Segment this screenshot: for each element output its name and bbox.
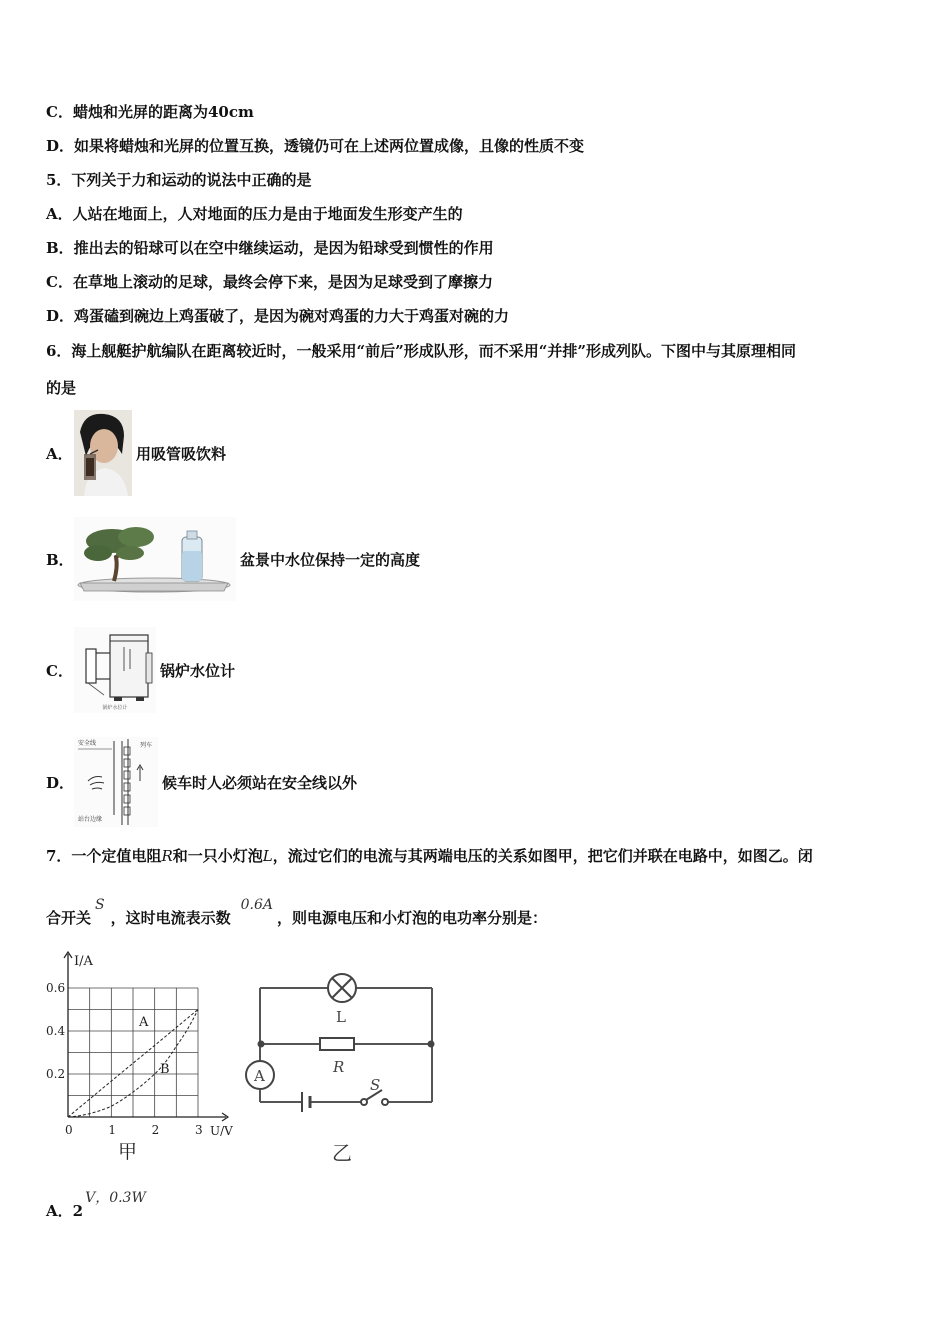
battery-symbol — [302, 1092, 310, 1112]
q5-stem: 5．下列关于力和运动的说法中正确的是 — [46, 171, 312, 189]
train-platform-safety-line-image — [74, 737, 158, 827]
q5-option-c: C．在草地上滚动的足球，最终会停下来，是因为足球受到了摩擦力 — [46, 273, 493, 291]
q6-option-c-text: 锅炉水位计 — [160, 661, 236, 680]
switch-label: S — [370, 1076, 381, 1094]
curve-b-label: B — [160, 1062, 170, 1077]
boiler-water-gauge-image — [74, 627, 156, 713]
curve-a-label: A — [139, 1015, 149, 1030]
q7-stem-part2: 和一只小灯泡 — [172, 847, 263, 865]
q7-stem-part1: 7．一个定值电阻 — [46, 847, 162, 865]
q6-stem-line2: 的是 — [46, 379, 77, 397]
x-axis-label: U/V — [210, 1124, 233, 1138]
q5-option-a: A．人站在地面上，人对地面的压力是由于地面发生形变产生的 — [46, 205, 463, 223]
ammeter-label: A — [254, 1067, 265, 1085]
y-axis-label: I/A — [74, 954, 93, 969]
lamp-symbol — [328, 974, 356, 1002]
q6-option-a-text: 用吸管吸饮料 — [136, 444, 227, 463]
junction-right — [428, 1041, 435, 1048]
q5-option-b: B．推出去的铅球可以在空中继续运动，是因为铅球受到惯性的作用 — [46, 239, 494, 257]
q7-stem2-part1: 合开关 — [46, 909, 92, 927]
q4-option-c: C．蜡烛和光屏的距离为40cm — [46, 103, 254, 121]
q7-option-a — [46, 1190, 146, 1222]
x-tick-label: 3 — [195, 1123, 203, 1137]
q7-stem2-part3: ，则电源电压和小灯泡的电功率分别是： — [277, 909, 548, 927]
train-label: 列车 — [140, 742, 153, 749]
x-tick-label: 0 — [65, 1123, 73, 1137]
q7-stem2-part2: ，这时电流表示数 — [110, 909, 231, 927]
q6-option-d — [46, 737, 357, 827]
q7-option-a-letter: A．2 — [46, 1202, 84, 1220]
platform-edge-label: 站台边缘 — [78, 816, 103, 823]
circuit-caption: 乙 — [332, 1141, 352, 1165]
q7-stem-line2 — [46, 897, 548, 929]
q6-option-d-text: 候车时人必须站在安全线以外 — [162, 773, 358, 792]
y-tick-label: 0.6 — [46, 981, 66, 995]
x-tick-label: 1 — [108, 1123, 116, 1137]
graph-grid — [68, 988, 198, 1117]
x-tick-label: 2 — [151, 1123, 160, 1137]
q6-option-d-letter: D． — [46, 773, 75, 792]
q6-stem-line1: 6．海上舰艇护航编队在距离较近时，一般采用“前后”形成队形，而不采用“并排”形成列队。下图中与其原理相同 — [46, 342, 796, 360]
q6-option-c-letter: C． — [46, 661, 73, 680]
resistor-symbol — [320, 1038, 354, 1050]
junction-left — [258, 1041, 265, 1048]
q6-option-b — [46, 517, 420, 601]
circuit-diagram — [240, 968, 440, 1168]
q7-var-l: L — [262, 847, 273, 865]
q6-option-b-letter: B． — [46, 550, 74, 569]
y-tick-label: 0.2 — [46, 1067, 66, 1081]
resistor-label: R — [333, 1058, 345, 1076]
q5-option-d: D．鸡蛋磕到碗边上鸡蛋破了，是因为碗对鸡蛋的力大于鸡蛋对碗的力 — [46, 307, 510, 325]
q6-option-a-letter: A． — [46, 444, 73, 463]
q6-option-b-text: 盆景中水位保持一定的高度 — [240, 550, 421, 569]
person-drinking-straw-image — [74, 410, 132, 496]
graph-ticks — [46, 981, 203, 1137]
q7-var-r: R — [161, 847, 173, 865]
q6-option-a — [46, 410, 226, 496]
boiler-caption: 锅炉水位计 — [102, 705, 128, 711]
y-tick-label: 0.4 — [46, 1024, 66, 1038]
lamp-label: L — [336, 1008, 346, 1026]
q4-option-d: D．如果将蜡烛和光屏的位置互换，透镜仍可在上述两位置成像，且像的性质不变 — [46, 137, 585, 155]
q7-stem-line1 — [46, 846, 813, 866]
q7-option-a-value: V，0.3W — [85, 1190, 146, 1206]
q6-option-c — [46, 627, 235, 713]
q7-current-value: 0.6A — [240, 897, 273, 913]
iv-graph — [40, 948, 240, 1170]
safety-line-label: 安全线 — [78, 740, 97, 747]
bonsai-water-bottle-image — [74, 517, 236, 601]
q7-var-s: S — [95, 897, 105, 913]
q7-stem-part3: ，流过它们的电流与其两端电压的关系如图甲，把它们并联在电路中，如图乙。闭 — [272, 847, 813, 865]
graph-caption: 甲 — [118, 1141, 138, 1163]
